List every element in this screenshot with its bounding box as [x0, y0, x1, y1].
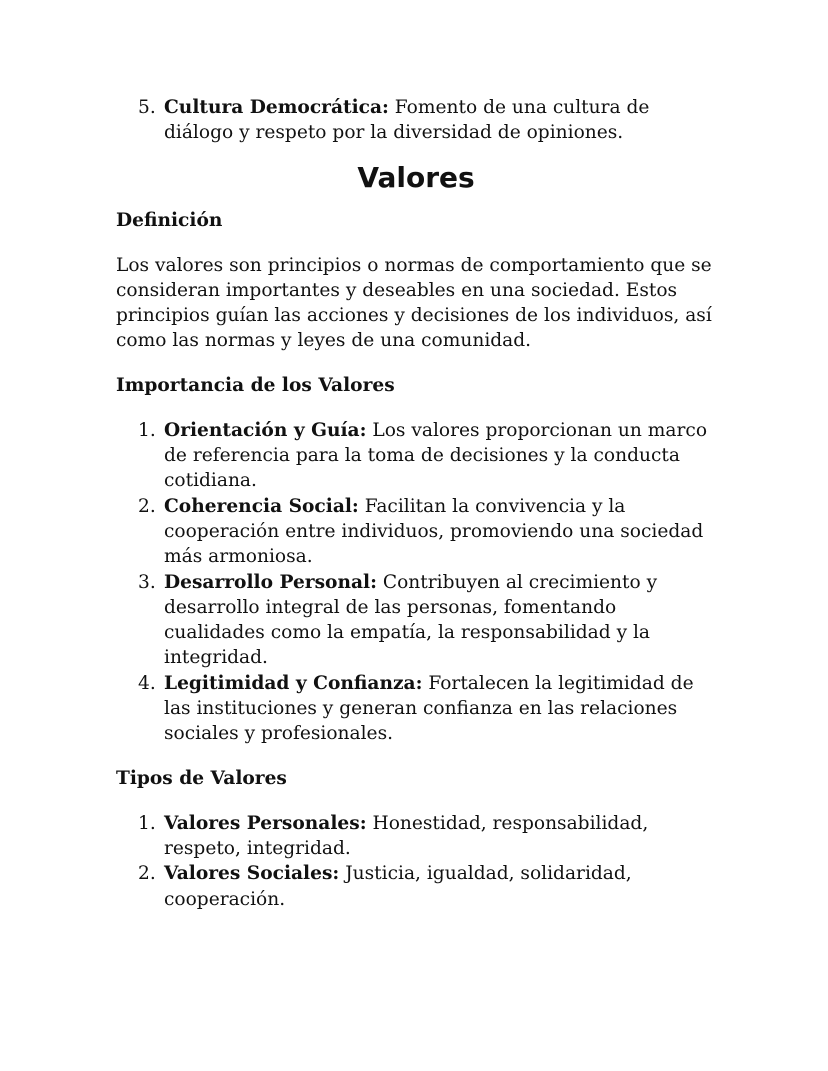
types-list [116, 811, 716, 912]
list-item [116, 494, 716, 570]
item-text: Fortalecen la legitimidad de las instituciones y generan confianza en las relaciones sociales y profesionales. [164, 672, 694, 745]
list-item [116, 95, 716, 146]
list-number: 5. [138, 97, 156, 118]
item-title: Valores Personales: [164, 812, 367, 834]
list-number: 3. [138, 571, 156, 593]
item-text: Contribuyen al crecimiento y desarrollo integral de las personas, fomentando cualidades como la empatía, la responsabilidad y la integridad. [164, 571, 658, 669]
list-number: 2. [138, 863, 156, 885]
importance-heading: Importancia de los Valores [116, 374, 395, 396]
list-number: 1. [138, 812, 156, 834]
item-text: Facilitan la convivencia y la cooperación entre individuos, promoviendo una sociedad más armoniosa. [164, 495, 704, 568]
item-title: Orientación y Guía: [164, 419, 367, 441]
previous-list [116, 95, 716, 146]
item-text: Honestidad, responsabilidad, respeto, integridad. [164, 812, 649, 859]
item-text: Los valores proporcionan un marco de referencia para la toma de decisiones y la conducta cotidiana. [164, 419, 708, 492]
list-item [116, 570, 716, 671]
definition-text: Los valores son principios o normas de comportamiento que se consideran importantes y deseables en una sociedad. Estos principios guían las acciones y decisiones de los individuos, así como las normas y leyes de una comunidad. [116, 254, 712, 352]
item-title: Cultura Democrática: [164, 97, 389, 118]
list-item [116, 418, 716, 494]
item-text: Fomento de una cultura de diálogo y respeto por la diversidad de opiniones. [164, 97, 650, 144]
importance-list [116, 418, 716, 747]
list-item [116, 811, 716, 862]
list-number: 2. [138, 495, 156, 517]
list-number: 1. [138, 419, 156, 441]
types-heading: Tipos de Valores [116, 767, 287, 789]
item-title: Valores Sociales: [164, 863, 340, 885]
document-page [116, 95, 716, 912]
list-number: 4. [138, 672, 156, 694]
section-title: Valores [357, 160, 475, 194]
list-item [116, 861, 716, 912]
item-text: Justicia, igualdad, solidaridad, cooperación. [164, 863, 632, 910]
item-title: Coherencia Social: [164, 495, 359, 517]
list-item [116, 671, 716, 747]
item-title: Legitimidad y Confianza: [164, 672, 423, 694]
item-title: Desarrollo Personal: [164, 571, 377, 593]
definition-heading: Definición [116, 209, 223, 231]
